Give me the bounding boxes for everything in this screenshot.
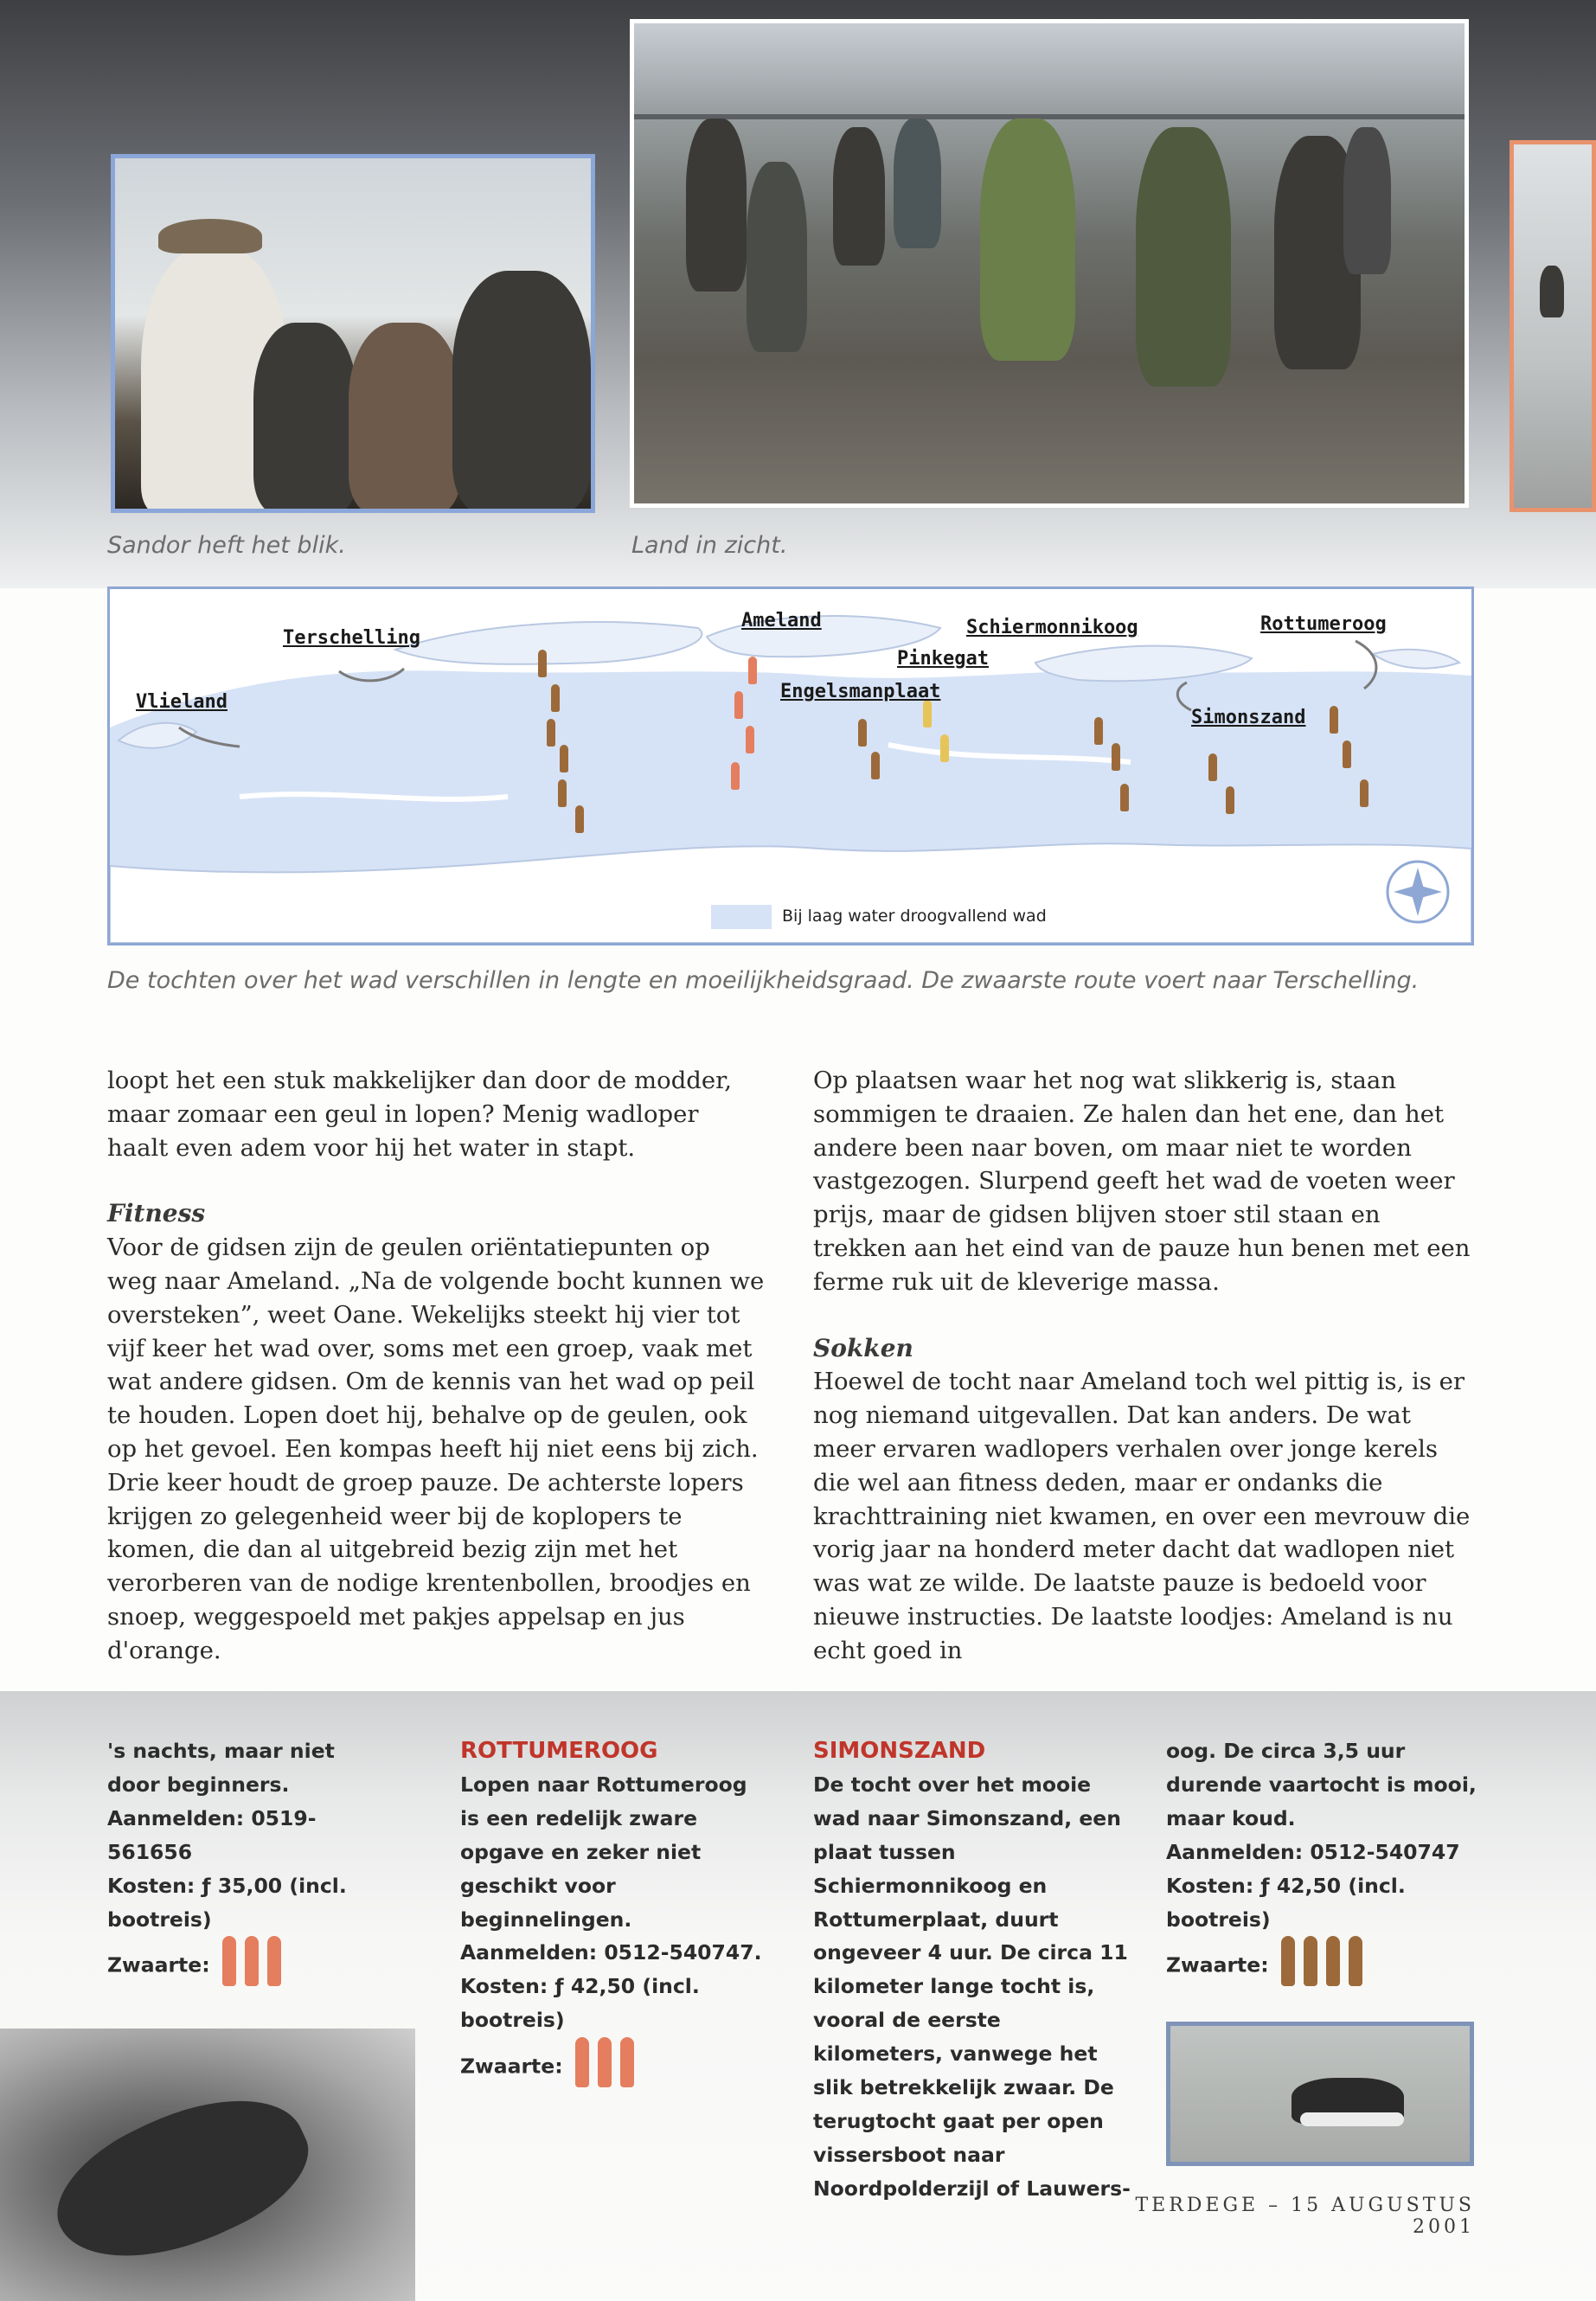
foot-icon <box>1349 1936 1362 1986</box>
article-paragraph: loopt het een stuk makkelijker dan door de modder, maar zomaar een geul in lopen? Menig wadloper haalt even adem voor hij het water in stapt. <box>107 1067 733 1162</box>
info-text: 's nachts, maar niet door beginners. <box>107 1739 335 1797</box>
info-column-1 <box>107 1734 393 1997</box>
foot-icon <box>598 2037 612 2087</box>
info-kosten: Kosten: ƒ 42,50 (incl. bootreis) <box>1166 1873 1406 1932</box>
map-label-ameland: Ameland <box>741 610 822 631</box>
article-paragraph: Voor de gidsen zijn de geulen oriëntatiepunten op weg naar Ameland. „Na de volgende bocht kunnen we oversteken”, weet Oane. Wekelijks steekt hij vier tot vijf keer het wad over, soms met een groep, vaak met wat andere gidsen. Om de kennis van het wad op peil te houden. Lopen doet hij, behalve op de geulen, ook op het gevoel. Een kompas heeft hij niet eens bij zich. Drie keer houdt de groep pauze. De achterste lopers krijgen zo gelegenheid weer bij de koplopers te komen, die dan al uitgebreid bezig zijn met het verorberen van de nodige krentenbollen, broodjes en snoep, weggespoeld met pakjes appelsap en jus d'orange. <box>107 1234 765 1664</box>
zwaarte-label: Zwaarte: <box>107 1952 210 1977</box>
photo-mud-footprint <box>0 2029 415 2301</box>
foot-icon <box>575 2037 589 2087</box>
map-label-simonszand: Simonszand <box>1191 707 1306 728</box>
photo-land-in-zicht <box>630 19 1469 508</box>
foot-icon <box>620 2037 634 2087</box>
map-label-engelsmanplaat: Engelsmanplaat <box>780 681 941 702</box>
info-aanmelden: Aanmelden: 0512-540747. <box>460 1940 762 1965</box>
info-column-4 <box>1166 1734 1477 1997</box>
photo-caption-land: Land in zicht. <box>631 532 788 559</box>
section-heading-fitness: Fitness <box>107 1199 206 1228</box>
article-paragraph: Hoewel de tocht naar Ameland toch wel pittig is, is er nog niemand uitgevallen. Dat kan anders. De wat meer ervaren wadlopers verhalen over jonge kerels die wel aan fitness deden, maar er ondanks die krachttraining niet kwamen, en over een mevrouw die vorig jaar na honderd meter dacht dat wadlopen niet was wat ze wilde. De laatste pauze is bedoeld voor nieuwe instructies. De laatste loodjes: Ameland is nu echt goed in <box>813 1368 1471 1664</box>
wadden-map <box>107 586 1474 945</box>
map-legend: Bij laag water droogvallend wad <box>782 907 1047 926</box>
zwaarte-label: Zwaarte: <box>1166 1952 1269 1977</box>
info-column-simonszand <box>813 1734 1133 2206</box>
difficulty-feet-icons <box>575 2037 643 2098</box>
photo-sneakers <box>1166 2022 1474 2166</box>
info-text: Lopen naar Rottumeroog is een redelijk zware opgave en zeker niet geschikt voor beginnelingen. <box>460 1772 747 1932</box>
difficulty-feet-icons <box>222 1936 290 1997</box>
map-label-rottumeroog: Rottumeroog <box>1260 613 1387 635</box>
map-caption: De tochten over het wad verschillen in lengte en moeilijkheidsgraad. De zwaarste route voert naar Terschelling. <box>107 967 1420 994</box>
info-kosten: Kosten: ƒ 35,00 (incl. bootreis) <box>107 1873 347 1932</box>
photo-sandor <box>111 154 595 513</box>
info-title-simonszand: SIMONSZAND <box>813 1738 986 1764</box>
foot-icon <box>1304 1936 1317 1986</box>
info-column-rottumeroog <box>460 1734 772 2098</box>
legend-swatch <box>711 905 772 929</box>
info-aanmelden: Aanmelden: 0519-561656 <box>107 1805 317 1864</box>
article-paragraph: Op plaatsen waar het nog wat slikkerig is, staan sommigen te draaien. Ze halen dan het ene, dan het andere been naar boven, om maar niet te worden vastgezogen. Slurpend geeft het wad de voeten weer prijs, maar de gidsen blijven stoer stil staan en trekken aan het eind van de pauze hun benen met een ferme ruk uit de kleverige massa. <box>813 1067 1471 1296</box>
map-label-vlieland: Vlieland <box>136 691 228 713</box>
map-label-schiermonnikoog: Schiermonnikoog <box>966 617 1138 638</box>
difficulty-feet-icons <box>1281 1936 1371 1997</box>
page-footer: TERDEGE – 15 AUGUSTUS 2001 <box>1135 2195 1475 2238</box>
info-kosten: Kosten: ƒ 42,50 (incl. bootreis) <box>460 1974 700 2033</box>
photo-edge-walker <box>1509 140 1596 512</box>
foot-icon <box>245 1936 259 1986</box>
info-text: oog. De circa 3,5 uur durende vaartocht is mooi, maar koud. <box>1166 1739 1477 1830</box>
info-text: De tocht over het mooie wad naar Simonszand, een plaat tussen Schiermonnikoog en Rottumerplaat, duurt ongeveer 4 uur. De circa 11 kilometer lange tocht is, vooral de eerste kilometers, vanwege het slik betrekkelijk zwaar. De terugtocht gaat per open vissersboot naar Noordpolderzijl of Lauwers- <box>813 1772 1131 2201</box>
foot-icon <box>1281 1936 1295 1986</box>
map-label-terschelling: Terschelling <box>283 627 420 649</box>
info-title-rottumeroog: ROTTUMEROOG <box>460 1738 658 1764</box>
article-column-left <box>107 1064 765 1668</box>
map-label-pinkegat: Pinkegat <box>897 648 989 670</box>
info-aanmelden: Aanmelden: 0512-540747 <box>1166 1839 1460 1864</box>
foot-icon <box>267 1936 281 1986</box>
foot-icon <box>222 1936 236 1986</box>
article-column-right <box>813 1064 1471 1668</box>
section-heading-sokken: Sokken <box>813 1333 913 1362</box>
photo-caption-sandor: Sandor heft het blik. <box>107 532 346 559</box>
zwaarte-label: Zwaarte: <box>460 2054 563 2079</box>
foot-icon <box>1326 1936 1340 1986</box>
